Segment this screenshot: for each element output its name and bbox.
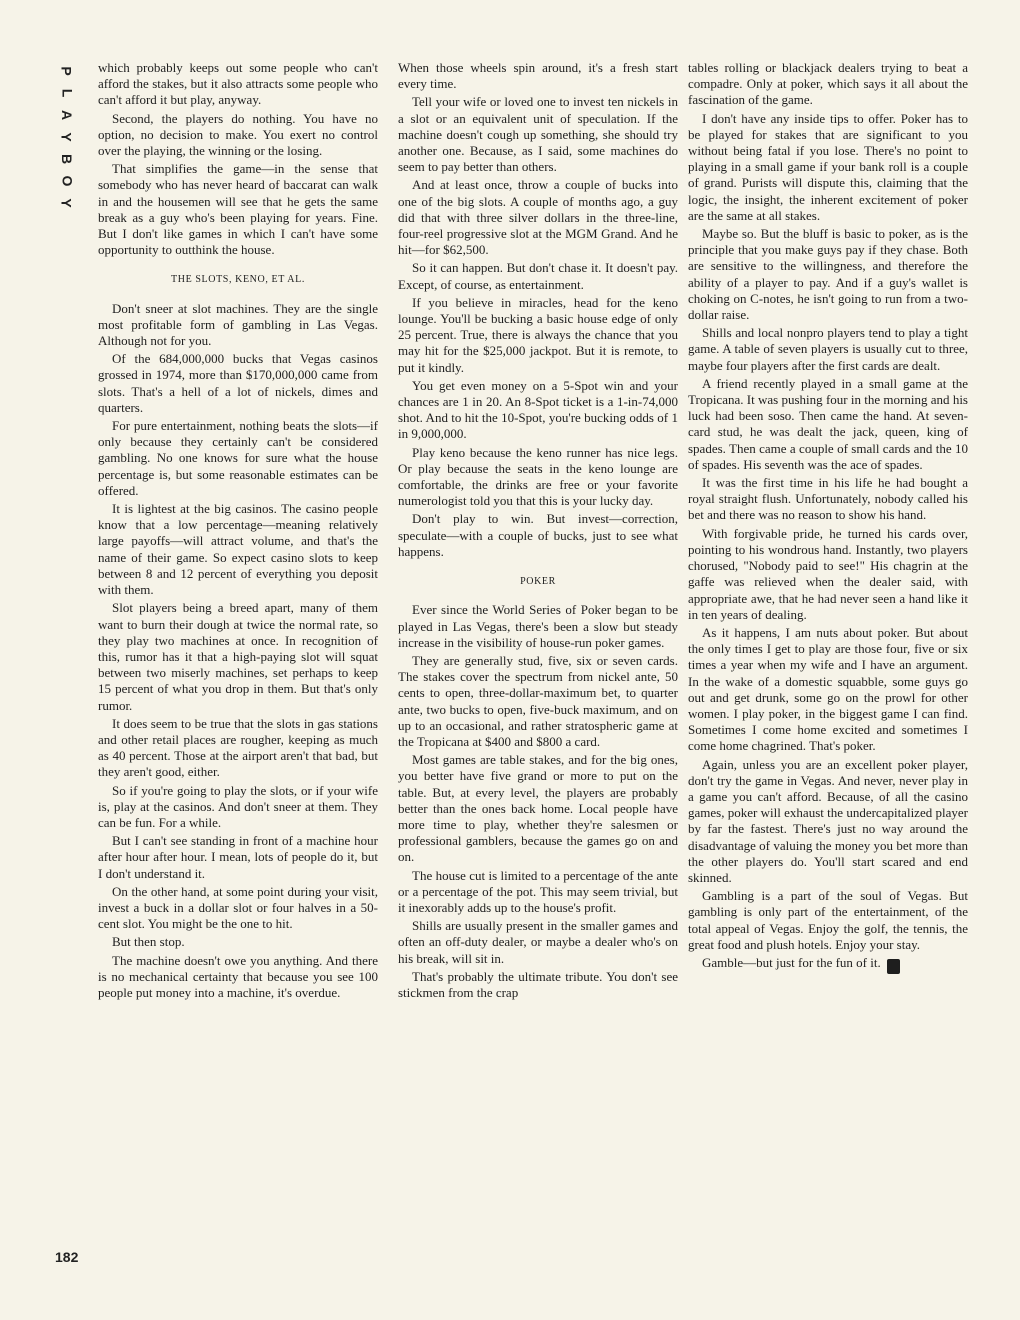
paragraph [688,325,968,374]
paragraph-text: But I can't see standing in front of a machine hour after hour after hour. I mean, lots of people do it, but I don't understand it. [98,833,378,881]
paragraph-text: So it can happen. But don't chase it. It doesn't pay. Except, of course, as entertainment. [398,260,678,292]
paragraph [98,716,378,781]
paragraph [398,602,678,651]
paragraph [98,600,378,713]
paragraph [398,177,678,258]
paragraph-text: Shills are usually present in the smaller games and often an off-duty dealer, or maybe a dealer who's on his break, will sit in. [398,918,678,966]
paragraph-text: So if you're going to play the slots, or if your wife is, play at the casinos. And don't sneer at them. They can be fun. For a while. [98,782,378,830]
masthead-letter: P [59,66,75,76]
paragraph-text: POKER [520,576,556,588]
paragraph-text: Gambling is a part of the soul of Vegas. But gambling is only part of the entertainment, of the total appeal of Vegas. Enjoy the golf, the tennis, the great food and plush hotels. Enjoy your stay. [688,888,968,952]
paragraph [98,833,378,882]
paragraph-text: You get even money on a 5-Spot win and your chances are 1 in 20. An 8-Spot ticket is a 1-in-74,000 shot. And to hit the 10-Spot, you're bucking odds of 1 in 9,000,000. [398,377,678,442]
masthead-vertical [56,64,78,210]
text-column-right [688,60,968,974]
paragraph-text: They are generally stud, five, six or seven cards. The stakes cover the spectrum from nickel ante, 50 cents to open, three-dollar-maximum bet, to quarter ante, two bucks to open, five-buck maximum, and on up to an occasional, and rather stratospheric game at the Tropicana at $400 and $800 a card. [398,652,678,749]
paragraph-text: Of the 684,000,000 bucks that Vegas casinos grossed in 1974, more than $170,000,000 came from slots. That's a hell of a lot of nickels, dimes and quarters. [98,351,378,415]
page-number: 182 [55,1249,79,1265]
paragraph [398,94,678,175]
paragraph [398,969,678,1001]
paragraph-text: It does seem to be true that the slots in gas stations and other retail places are rougher, keeping as much as 40 percent. Those at the airport aren't that bad, but they aren't good, either. [98,715,378,780]
paragraph-text: But then stop. [112,934,185,950]
paragraph-text: THE SLOTS, KENO, ET AL. [171,274,305,286]
paragraph [98,953,378,1002]
paragraph [398,295,678,376]
paragraph-text: Slot players being a breed apart, many of them want to burn their dough at twice the normal rate, so they play two machines at once. In recognition of this, rumor has it that a high-paying slot will squat between two miserly machines, set perhaps to keep 15 percent of what you drop in them. But that's only rumor. [98,600,378,713]
paragraph-text: With forgivable pride, he turned his cards over, pointing to his wondrous hand. Instantly, two players chorused, "Nobody paid to see!" His chagrin at the gaffe was relieved when the dealer said, with appropriate awe, that he had never seen a hand like it in ten years of dealing. [688,525,968,622]
paragraph [688,526,968,623]
paragraph [688,111,968,224]
masthead-letter: O [58,175,75,187]
paragraph [398,445,678,510]
paragraph-text: On the other hand, at some point during your visit, invest a buck in a dollar slot or four halves in a 50-cent slot. You might be the one to hit. [98,883,378,932]
section-heading [98,272,378,288]
masthead-letter: A [59,109,75,121]
paragraph-text: Ever since the World Series of Poker began to be played in Las Vegas, there's been a slow but steady increase in the visibility of house-run poker games. [398,602,678,650]
paragraph-text: I don't have any inside tips to offer. Poker has to be played for stakes that are significant to you without being fatal if you lose. There's no point to playing in a small game if your bank roll is a couple of grand. Purists will dispute this, claiming that the logic, the insight, the inherent excitement of poker are the same at all stakes. [688,110,968,223]
paragraph-text: For pure entertainment, nothing beats the slots—if only because they certainly can't be considered gambling. No one knows for sure what the house percentage is, but some reasonable estimates can be offered. [98,418,378,498]
masthead-letter: L [59,88,75,98]
paragraph [98,884,378,933]
paragraph-text: A friend recently played in a small game at the Tropicana. It was pushing four in the morning and his luck had been soso. Then came the hand. At seven-card stud, he was dealt the jack, queen, king of spades. Then came a couple of small cards and the 10 of spades. His seventh was the ace of spades. [688,375,968,472]
paragraph-text: It was the first time in his life he had bought a royal straight flush. Unfortunately, nobody called his bet and there was no reason to show his hand. [688,475,968,523]
paragraph-text: Again, unless you are an excellent poker player, don't try the game in Vegas. And never, never play in a game you can't afford. Because, of all the casino games, poker will exhaust the undercapitalized player by far the fastest. There's just no way around the disadvantage of valuing the money you bet more than the other players do. You'll start scared and end skinned. [688,756,968,885]
paragraph-text: The house cut is limited to a percentage of the ante or a percentage of the pot. This may seem trivial, but it inexorably adds up to the house's profit. [398,867,678,915]
paragraph [398,60,678,92]
paragraph-text: which probably keeps out some people who can't afford the stakes, but it also attracts some people who can't afford it but play, anyway. [98,60,378,108]
paragraph [688,757,968,887]
paragraph [398,868,678,917]
paragraph [98,111,378,160]
paragraph-text: That's probably the ultimate tribute. You don't see stickmen from the crap [398,968,678,1000]
masthead-letter: Y [59,132,75,142]
paragraph [98,783,378,832]
paragraph [98,301,378,350]
paragraph-text: Don't play to win. But invest—correction, speculate—with a couple of bucks, just to see what happens. [398,511,678,559]
paragraph [398,511,678,560]
paragraph-text: And at least once, throw a couple of bucks into one of the big slots. A couple of months ago, a guy did that with three silver dollars in the three-line, four-reel progressive slot at the MGM Grand. And he hit—for $62,500. [398,177,678,258]
rabbit-head-end-mark-icon: Y [887,959,900,974]
paragraph-text: If you believe in miracles, head for the keno lounge. You'll be bucking a basic house edge of only 25 percent. True, there is always the chance that you may hit for the $25,000 jackpot. But it is remote, to put it kindly. [398,294,678,375]
paragraph-text: It is lightest at the big casinos. The casino people know that a low percentage—meaning relatively large payoffs—will attract volume, and that's the name of their game. So expect casino slots to keep between 8 and 12 percent of everything you deposit with them. [98,501,378,598]
paragraph-text: Maybe so. But the bluff is basic to poker, as is the principle that you make guys pay if they chase. Both are sensitive to the willingness, and therefore the ability of a player to pay. And if a guy's wallet is choking on C-notes, he isn't going to run from a two-dollar raise. [688,226,968,323]
paragraph-text: Don't sneer at slot machines. They are the single most profitable form of gambling in Las Vegas. Although not for you. [98,300,378,349]
paragraph-text: tables rolling or blackjack dealers trying to beat a compadre. Only at poker, which says it all about the fascination of the game. [688,60,968,108]
paragraph-text: Gamble—but just for the fun of it. [702,954,881,970]
paragraph-text: That simplifies the game—in the sense that somebody who has never heard of baccarat can walk in and the housemen will see that he gets the same break as a guy who's been playing for years. Fine. But I don't like games in which I can't have some opportunity to outthink the house. [98,161,378,258]
paragraph [398,260,678,292]
paragraph [688,888,968,953]
paragraph-text: When those wheels spin around, it's a fresh start every time. [398,60,678,92]
paragraph [98,60,378,109]
text-column-left [98,60,378,1001]
paragraph [688,955,968,974]
paragraph [398,653,678,750]
paragraph-text: Most games are table stakes, and for the big ones, you better have five grand or more to put on the table. But, at every level, the players are probably better than the ones back home. Local people have more time to play, whether they're salesmen or professional gamblers, because the games go on and on. [398,752,678,865]
paragraph-text: Play keno because the keno runner has nice legs. Or play because the seats in the keno lounge are comfortable, the drinks are free or your favorite numerologist told you that this is your lucky day. [398,444,678,509]
paragraph [688,60,968,109]
paragraph [98,934,378,950]
paragraph [398,378,678,443]
paragraph [688,226,968,323]
paragraph-text: Second, the players do nothing. You have no option, no decision to make. You exert no control over the playing, the winning or the losing. [98,110,378,159]
paragraph-text: As it happens, I am nuts about poker. But about the only times I get to play are those four, five or six times a year when my wife and I have an argument. In the wake of a domestic squabble, some guys go out and get drunk, some go on the prowl for other women. I play poker, in the biggest game I can find. Sometimes I come home excited and sometimes I come home chagrined. That's poker. [688,624,968,754]
masthead-letter: B [59,153,75,165]
masthead-letter: Y [59,198,75,208]
section-heading [398,574,678,590]
text-column-middle [398,60,678,1001]
paragraph [688,625,968,755]
paragraph [688,376,968,473]
paragraph [398,752,678,865]
paragraph [98,501,378,598]
paragraph-text: Shills and local nonpro players tend to play a tight game. A table of seven players is usually cut to three, maybe four players after the first cards are dealt. [688,325,968,373]
paragraph-text: The machine doesn't owe you anything. And there is no mechanical certainty that because you see 100 people put money into a machine, it's overdue. [98,952,378,1000]
paragraph [98,351,378,416]
paragraph [98,418,378,499]
paragraph [98,161,378,258]
paragraph [688,475,968,524]
paragraph-text: Tell your wife or loved one to invest ten nickels in a slot or an equivalent unit of speculation. If the machine doesn't cough up something, she should try another one. Because, as I said, some machines do seem to pay better than others. [398,94,678,175]
paragraph [398,918,678,967]
